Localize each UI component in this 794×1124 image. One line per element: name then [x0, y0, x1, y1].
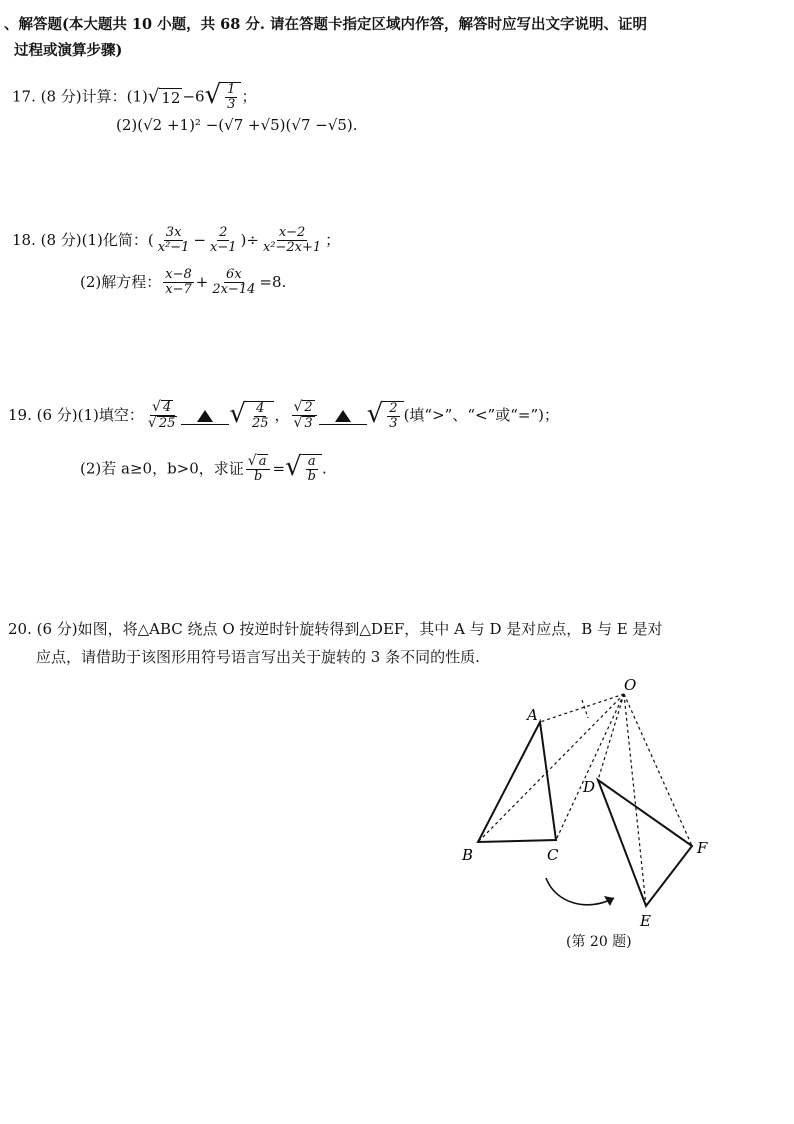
triangle-abc — [478, 722, 556, 842]
dashed-rays — [478, 694, 692, 906]
q19-part2-label: (2)若 a≥0，b>0，求证 — [80, 459, 244, 478]
rotation-arrow — [546, 878, 614, 905]
q18-equals: =8. — [259, 272, 287, 291]
q19-fraction-a: √ 4 √ 25 — [147, 399, 176, 432]
q18-eq-fraction-1: $\frac{x-8}{x-7}$ — [165, 267, 192, 298]
q19-comma: ， — [274, 405, 290, 424]
section-heading-line2: 过程或演算步骤) — [14, 42, 123, 59]
sqrt-12: √ 12 — [147, 85, 181, 107]
q18-label: 18. (8 分)(1)化简：( — [12, 230, 154, 249]
q19-proof-lhs: √ a b — [246, 454, 271, 485]
q19-fraction-c: √ 2 √ 3 — [292, 400, 317, 432]
sqrt-one-third: √ $\frac{1}{3}$ — [205, 82, 242, 113]
point-label-C: C — [547, 846, 559, 864]
q19-proof-end: . — [321, 459, 327, 478]
figure-caption: (第 20 题) — [566, 934, 632, 950]
point-label-A: A — [527, 706, 538, 724]
point-label-E: E — [640, 912, 651, 930]
point-label-O: O — [624, 676, 637, 694]
q18-minus: − — [193, 230, 207, 249]
q19-proof-eq: = — [272, 459, 286, 478]
q19-sqrt-d: √ $\frac{2}{3}$ — [367, 401, 404, 432]
q17-part2-label: (2) — [116, 116, 138, 134]
section-heading-line1: 、解答题(本大题共 10 小题，共 68 分. 请在答题卡指定区域内作答，解答时应写出文字说明、证明 — [4, 16, 648, 33]
point-label-B: B — [462, 846, 474, 864]
q18-divide: )÷ — [240, 230, 259, 249]
question-20-line2: 应点，请借助于该图形用符号语言写出关于旋转的 3 条不同的性质. — [36, 648, 480, 666]
q19-hint: (填“>”、“<”或“=”)； — [403, 405, 559, 424]
q17-part2-expression: (√2 +1)² −(√7 +√5)(√7 −√5). — [137, 116, 358, 134]
q17-minus: −6 — [182, 87, 205, 106]
q18-fraction-2: $\frac{2}{x-1}$ — [210, 225, 237, 256]
triangle-def — [598, 780, 692, 906]
q18-end: ； — [325, 230, 341, 249]
point-label-F: F — [697, 839, 708, 857]
q18-eq-fraction-2: $\frac{6x}{2x-14}$ — [212, 267, 256, 298]
q18-plus: + — [195, 272, 209, 291]
point-label-D: D — [583, 778, 596, 796]
q19-proof-rhs: √ $\frac{a}{b}$ — [285, 454, 322, 485]
q19-label: 19. (6 分)(1)填空： — [8, 405, 144, 424]
question-20-line1: 20. (6 分)如图，将△ABC 绕点 O 按逆时针旋转得到△DEF，其中 A 与 D 是对应点，B 与 E 是对 — [8, 620, 663, 638]
q19-sqrt-b: √ $\frac{4}{25}$ — [229, 401, 274, 432]
q17-end: ； — [241, 87, 257, 106]
q17-label: 17. (8 分)计算：(1) — [12, 87, 148, 106]
q18-fraction-1: $\frac{3x}{\text{x²−1}}$ — [157, 225, 190, 256]
q18-part2-label: (2)解方程： — [80, 272, 162, 291]
q18-fraction-3: $\frac{x-2}{\text{x²−2x+1}}$ — [262, 225, 322, 256]
